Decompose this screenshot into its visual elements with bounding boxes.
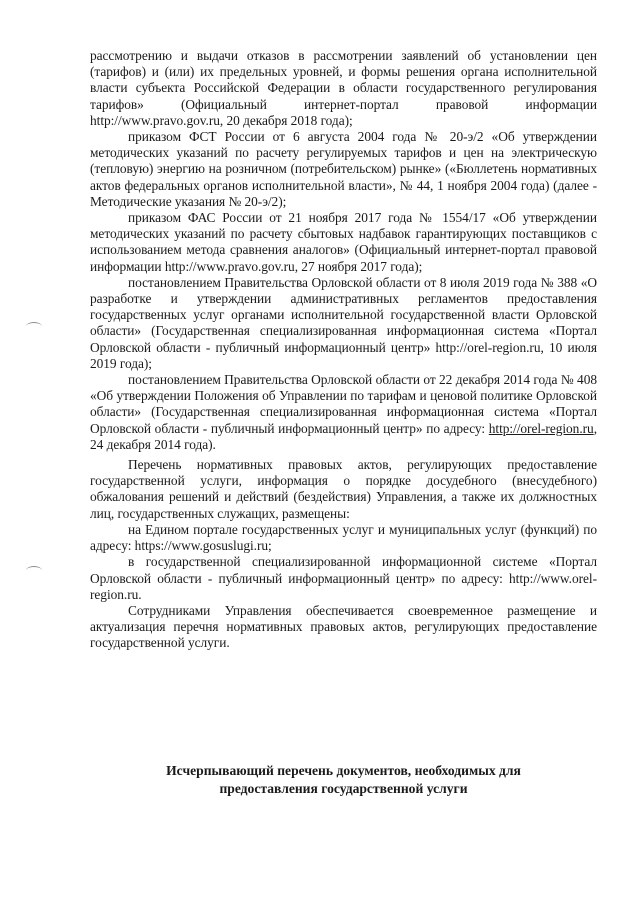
heading-line-2: предоставления государственной услуги xyxy=(219,781,468,796)
scan-mark xyxy=(26,566,42,575)
paragraph-text: постановлением Правительства Орловской области от 22 декабря 2014 года № 408 «Об утверждении Положения об Управлении по тарифам и ценовой политике Орловской области» (Государственная специализированная информационная система «Портал Орловской области - публичный информационный центр» по адресу: xyxy=(90,372,597,436)
paragraph-actualization: Сотрудниками Управления обеспечивается своевременное размещение и актуализация перечня нормативных правовых актов, регулирующих предоставление государственной услуги. xyxy=(90,602,597,651)
paragraph-1: рассмотрению и выдачи отказов в рассмотрении заявлений об установлении цен (тарифов) и (или) их предельных уровней, и формы решения органа исполнительной власти субъекта Российской Федерации в области государственного регулирования тарифов» (Официальный интернет-портал правовой информации http://www.pravo.gov.ru, 20 декабря 2018 года); xyxy=(90,48,597,128)
paragraph-fst-order: приказом ФСТ России от 6 августа 2004 года № 20-э/2 «Об утверждении методических указаний по расчету регулируемых тарифов и цен на электрическую (тепловую) энергию на розничном (потребительском) рынке» («Бюллетень нормативных актов федеральных органов исполнительной власти», № 44, 1 ноября 2004 года) (далее - Методические указания № 20-э/2); xyxy=(90,129,597,209)
paragraph-gosuslugi: на Едином портале государственных услуг и муниципальных услуг (функций) по адресу: https://www.gosuslugi.ru; xyxy=(90,521,597,554)
paragraph-fas-order: приказом ФАС России от 21 ноября 2017 года № 1554/17 «Об утверждении методических указаний по расчету сбытовых надбавок гарантирующих поставщиков с использованием метода сравнения аналогов» (Официальный интернет-портал правовой информации http://www.pravo.gov.ru, 27 ноября 2017 года); xyxy=(90,210,597,274)
paragraph-resolution-408 xyxy=(90,372,597,453)
paragraph-resolution-388: постановлением Правительства Орловской области от 8 июля 2019 года № 388 «О разработке и утверждении административных регламентов предоставления государственных услуг органами исполнительной государственной власти Орловской области» (Государственная специализированная информационная система «Портал Орловской области - публичный информационный центр» http://orel-region.ru, 10 июля 2019 года); xyxy=(90,274,597,371)
scan-mark xyxy=(26,322,42,331)
document-body xyxy=(90,48,597,652)
paragraph-portal: в государственной специализированной информационной системе «Портал Орловской области - публичный информационный центр» по адресу: http://www.orel-region.ru. xyxy=(90,554,597,602)
section-heading xyxy=(90,762,597,798)
paragraph-list-intro: Перечень нормативных правовых актов, регулирующих предоставление государственной услуги, информация о порядке досудебного (внесудебного) обжалования решений и действий (бездействия) Управления, а также их должностных лиц, государственных служащих, размещены: xyxy=(90,457,597,521)
paragraph-tail: , 24 декабря 2014 года). xyxy=(90,420,597,452)
heading-line-1: Исчерпывающий перечень документов, необходимых для xyxy=(166,763,521,778)
orel-region-link[interactable]: http://orel-region.ru xyxy=(488,420,594,436)
